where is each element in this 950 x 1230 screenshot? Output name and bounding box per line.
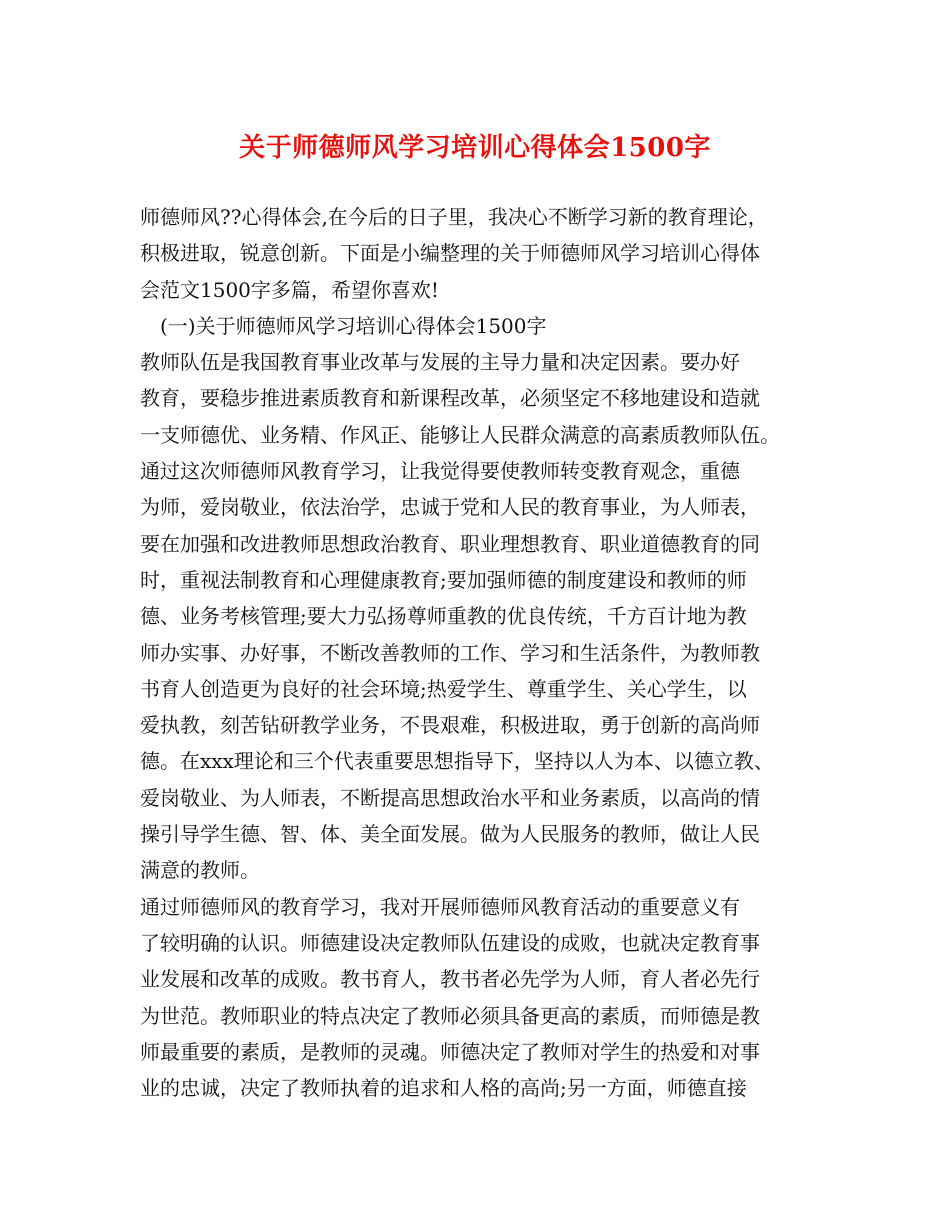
- body-line: 会范文1500字多篇，希望你喜欢!: [140, 277, 439, 302]
- body-line: 德、业务考核管理;要大力弘扬尊师重教的优良传统，千方百计地为教: [140, 604, 747, 629]
- body-line: 时，重视法制教育和心理健康教育;要加强师德的制度建设和教师的师: [140, 567, 747, 592]
- body-line: 积极进取，锐意创新。下面是小编整理的关于师德师风学习培训心得体: [140, 241, 760, 266]
- body-line: 业的忠诚，决定了教师执着的追求和人格的高尚;另一方面，师德直接: [140, 1076, 747, 1101]
- body-line: 业发展和改革的成败。教书育人，教书者必先学为人师，育人者必先行: [140, 967, 760, 992]
- body-line: 教育，要稳步推进素质教育和新课程改革，必须坚定不移地建设和造就: [140, 386, 760, 411]
- body-line: 了较明确的认识。师德建设决定教师队伍建设的成败，也就决定教育事: [140, 930, 760, 955]
- body-line: 要在加强和改进教师思想政治教育、职业理想教育、职业道德教育的同: [140, 531, 760, 556]
- body-line: 爱执教，刻苦钻研教学业务，不畏艰难，积极进取，勇于创新的高尚师: [140, 713, 760, 738]
- body-line: 爱岗敬业、为人师表，不断提高思想政治水平和业务素质，以高尚的情: [140, 785, 760, 810]
- body-line: 师办实事、办好事，不断改善教师的工作、学习和生活条件，为教师教: [140, 640, 760, 665]
- body-line: (一)关于师德师风学习培训心得体会1500字: [140, 313, 547, 338]
- body-line: 为世范。教师职业的特点决定了教师必须具备更高的素质，而师德是教: [140, 1003, 760, 1028]
- body-line: 德。在xxx理论和三个代表重要思想指导下，坚持以人为本、以德立教、: [140, 749, 774, 774]
- body-line: 通过师德师风的教育学习，我对开展师德师风教育活动的重要意义有: [140, 894, 740, 919]
- body-line: 操引导学生德、智、体、美全面发展。做为人民服务的教师，做让人民: [140, 822, 760, 847]
- body-line: 通过这次师德师风教育学习，让我觉得要使教师转变教育观念，重德: [140, 459, 740, 484]
- body-line: 满意的教师。: [140, 858, 260, 883]
- body-line: 为师，爱岗敬业，依法治学，忠诚于党和人民的教育事业，为人师表，: [140, 495, 760, 520]
- body-line: 师最重要的素质，是教师的灵魂。师德决定了教师对学生的热爱和对事: [140, 1039, 760, 1064]
- body-line: 书育人创造更为良好的社会环境;热爱学生、尊重学生、关心学生，以: [140, 676, 747, 701]
- body-line: 师德师风??心得体会,在今后的日子里，我决心不断学习新的教育理论，: [140, 205, 768, 229]
- document-body: [140, 199, 830, 1106]
- body-line: 教师队伍是我国教育事业改革与发展的主导力量和决定因素。要办好: [140, 350, 740, 375]
- body-line: 一支师德优、业务精、作风正、能够让人民群众满意的高素质教师队伍。: [140, 422, 780, 447]
- document-title: 关于师德师风学习培训心得体会1500字: [239, 133, 711, 163]
